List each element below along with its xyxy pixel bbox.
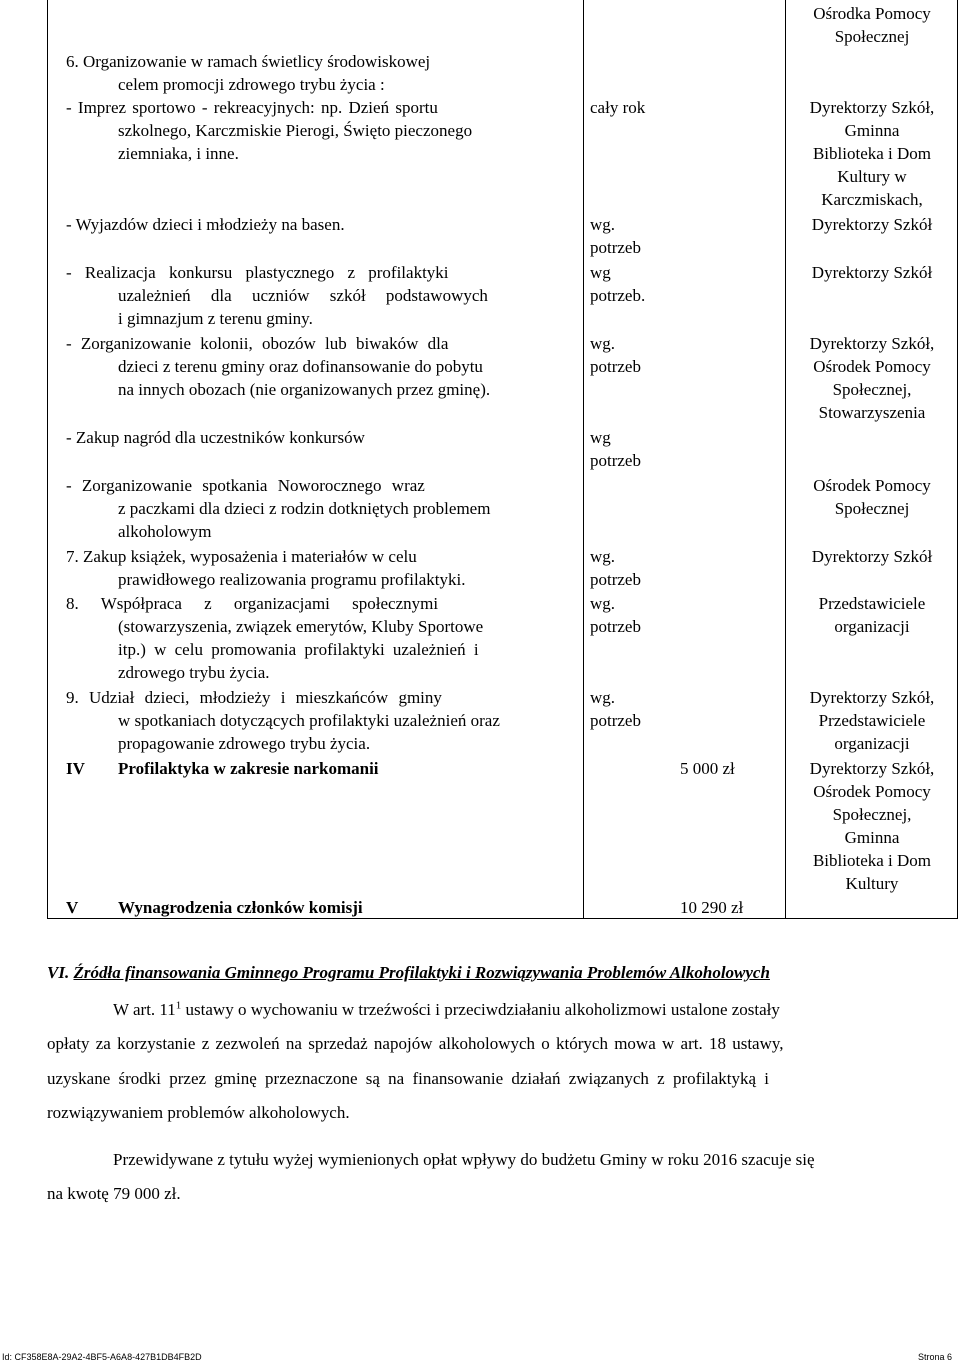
- paragraph-line: opłaty za korzystanie z zezwoleń na sprzedaż napojów alkoholowych o których mowa w art. 18 ustawy,: [47, 1034, 784, 1053]
- row-text: dzieci z terenu gminy oraz dofinansowanie do pobytu: [118, 357, 483, 376]
- page-number: Strona 6: [918, 1352, 953, 1362]
- row-text: propagowanie zdrowego trybu życia.: [118, 734, 371, 753]
- document-id: Id: CF358E8A-29A2-4BF5-A6A8-427B1DB4FB2D: [2, 1352, 202, 1362]
- term-text: potrzeb: [590, 451, 641, 470]
- resp-text: Karczmiskach,: [821, 190, 923, 209]
- row-text: szkolnego, Karczmiskie Pierogi, Święto pieczonego: [118, 121, 473, 140]
- resp-text: Społecznej: [834, 499, 910, 518]
- term-text: wg.: [590, 334, 616, 353]
- superscript: 1: [175, 999, 182, 1012]
- term-text: wg.: [590, 215, 616, 234]
- term-text: potrzeb: [590, 711, 641, 730]
- section-title: Profilaktyka w zakresie narkomanii: [118, 759, 379, 778]
- term-text: cały rok: [590, 98, 646, 117]
- row-text: - Wyjazdów dzieci i młodzieży na basen.: [66, 215, 345, 234]
- term-text: potrzeb.: [590, 286, 646, 305]
- resp-text: Społecznej,: [832, 380, 912, 399]
- term-text: potrzeb: [590, 570, 641, 589]
- resp-text: Dyrektorzy Szkół,: [809, 688, 935, 707]
- row-text: 9. Udział dzieci, młodzieży i mieszkańców gminy: [66, 688, 442, 707]
- resp-text: Przedstawiciele: [818, 711, 926, 730]
- resp-text: Ośrodek Pomocy: [813, 782, 931, 801]
- row-text: - Realizacja konkursu plastycznego z profilaktyki: [66, 263, 449, 282]
- row-text: 7. Zakup książek, wyposażenia i materiałów w celu: [66, 547, 417, 566]
- table-border-left: [47, 0, 48, 919]
- term-text: potrzeb: [590, 238, 641, 257]
- resp-text: Gminna: [844, 121, 900, 140]
- paragraph-line: uzyskane środki przez gminę przeznaczone są na finansowanie działań związanych z profilaktyką i: [47, 1069, 770, 1088]
- row-text: z paczkami dla dzieci z rodzin dotkniętych problemem: [118, 499, 491, 518]
- resp-text: Biblioteka i Dom: [812, 851, 932, 870]
- resp-text: Społecznej,: [832, 805, 912, 824]
- row-text: w spotkaniach dotyczących profilaktyki uzależnień oraz: [118, 711, 500, 730]
- amount: 5 000 zł: [680, 759, 735, 778]
- term-text: wg.: [590, 594, 616, 613]
- row-text: 6. Organizowanie w ramach świetlicy środowiskowej: [66, 52, 431, 71]
- row-text: - Zakup nagród dla uczestników konkursów: [66, 428, 365, 447]
- row-text: alkoholowym: [118, 522, 212, 541]
- resp-text: Kultury: [845, 874, 899, 893]
- resp-text: Biblioteka i Dom: [812, 144, 932, 163]
- term-text: wg.: [590, 547, 616, 566]
- section-number: V: [66, 898, 79, 917]
- text: ustawy o wychowaniu w trzeźwości i przeciwdziałaniu alkoholizmowi ustalone zostały: [181, 1000, 780, 1019]
- section-title: Źródła finansowania Gminnego Programu Profilaktyki i Rozwiązywania Problemów Alkoholowych: [73, 963, 770, 982]
- resp-text: Stowarzyszenia: [818, 403, 926, 422]
- resp-text: Dyrektorzy Szkół: [811, 263, 933, 282]
- resp-text: Kultury w: [837, 167, 907, 186]
- row-text: - Zorganizowanie kolonii, obozów lub biwaków dla: [66, 334, 449, 353]
- row-text: itp.) w celu promowania profilaktyki uzależnień i: [118, 640, 479, 659]
- resp-text: Społecznej: [834, 27, 910, 46]
- paragraph-line: rozwiązywaniem problemów alkoholowych.: [47, 1103, 350, 1122]
- paragraph-line: na kwotę 79 000 zł.: [47, 1184, 181, 1203]
- row-text: - Imprez sportowo - rekreacyjnych: np. Dzień sportu: [66, 98, 438, 117]
- term-text: wg: [590, 263, 611, 282]
- term-text: wg: [590, 428, 611, 447]
- resp-text: Dyrektorzy Szkół,: [809, 334, 935, 353]
- resp-text: Przedstawiciele: [818, 594, 926, 613]
- resp-text: Gminna: [844, 828, 900, 847]
- resp-text: Ośrodek Pomocy: [813, 357, 931, 376]
- term-text: potrzeb: [590, 617, 641, 636]
- resp-text: organizacji: [834, 734, 910, 753]
- resp-text: Dyrektorzy Szkół: [811, 215, 933, 234]
- row-text: i gimnazjum z terenu gminy.: [118, 309, 313, 328]
- section-vi-heading: [47, 963, 770, 983]
- amount: 10 290 zł: [680, 898, 744, 917]
- row-text: 8. Współpraca z organizacjami społecznymi: [66, 594, 439, 613]
- resp-text: Dyrektorzy Szkół,: [809, 759, 935, 778]
- section-title: Wynagrodzenia członków komisji: [118, 898, 363, 917]
- resp-text: Ośrodek Pomocy: [813, 476, 931, 495]
- row-text: celem promocji zdrowego trybu życia :: [118, 75, 385, 94]
- section-number: IV: [66, 759, 85, 778]
- row-text: (stowarzyszenia, związek emerytów, Kluby Sportowe: [118, 617, 484, 636]
- section-number: VI.: [47, 963, 70, 982]
- resp-text: organizacji: [834, 617, 910, 636]
- paragraph-line: Przewidywane z tytułu wyżej wymienionych opłat wpływy do budżetu Gminy w roku 2016 szacuje się: [113, 1150, 815, 1169]
- row-text: zdrowego trybu życia.: [118, 663, 270, 682]
- row-text: uzależnień dla uczniów szkół podstawowych: [118, 286, 488, 305]
- paragraph-line: [113, 993, 780, 1027]
- resp-text: Ośrodka Pomocy: [813, 4, 931, 23]
- column-divider-term: [583, 0, 584, 919]
- row-text: - Zorganizowanie spotkania Noworocznego wraz: [66, 476, 425, 495]
- term-text: wg.: [590, 688, 616, 707]
- resp-text: Dyrektorzy Szkół,: [809, 98, 935, 117]
- resp-text: Dyrektorzy Szkół: [811, 547, 933, 566]
- row-text: prawidłowego realizowania programu profilaktyki.: [118, 570, 466, 589]
- text: W art. 11: [113, 1000, 176, 1019]
- row-text: ziemniaka, i inne.: [118, 144, 239, 163]
- row-text: na innych obozach (nie organizowanych przez gminę).: [118, 380, 491, 399]
- term-text: potrzeb: [590, 357, 641, 376]
